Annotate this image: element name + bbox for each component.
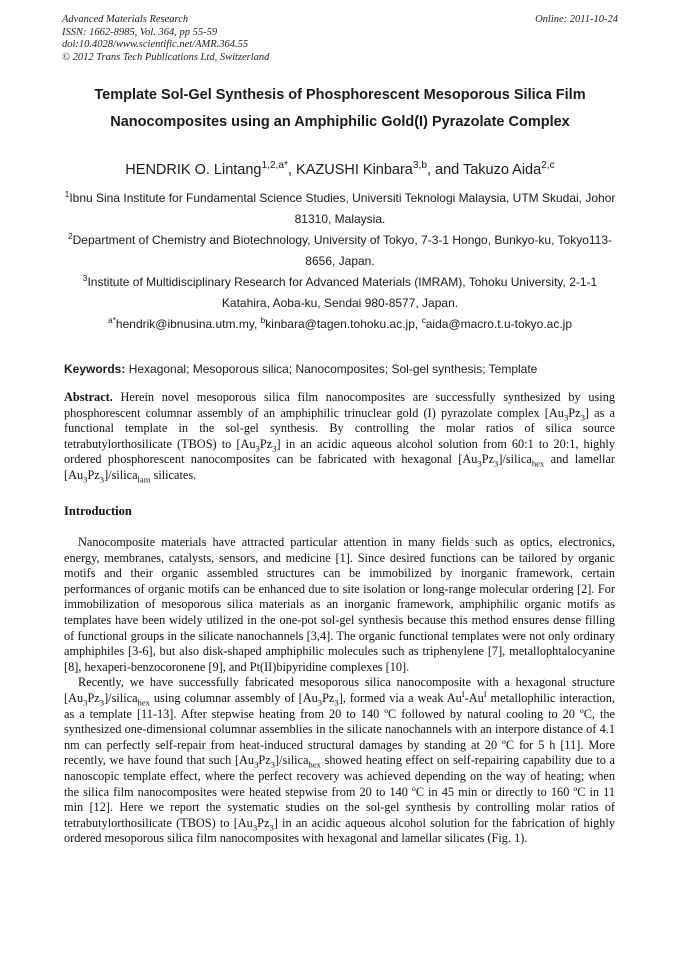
email-addresses: $^{a*}$hendrik@ibnusina.utm.my, $^b$kinbara@tagen.tohoku.ac.jp, $^c$aida@macro.t.u-tokyo.ac.jp [108, 315, 572, 331]
keywords-text: Hexagonal; Mesoporous silica; Nanocomposites; Sol-gel synthesis; Template [125, 362, 538, 376]
section-heading-introduction: Introduction [64, 504, 132, 518]
journal-header [62, 14, 618, 64]
author-list [30, 162, 650, 178]
affiliation-2: $^2$Department of Chemistry and Biotechnology, University of Tokyo, 7-3-1 Hongo, Bunkyo-ku, Tokyo113-8656, Japan. [67, 231, 613, 268]
copyright-line: © 2012 Trans Tech Publications Ltd, Switzerland [62, 51, 270, 63]
intro-paragraph-1: Nanocomposite materials have attracted particular attention in many fields such as optics, electronics, energy, membranes, catalysts, sensors, and medicine [1]. Since desired functions can be tailored by organic motifs and their organic assembled structures can be immobilized by inorganic framework, certain performances of organic motifs can be enhanced due to site isolation or long-range molecular ordering [2]. For immobilization of mesoporous silica materials as an inorganic framework, amphiphilic organic motifs as templates have been widely utilized in the one-pot sol-gel synthesis because this method ensures dense filling of functional groups in the silicate nanochannels [3,4]. The organic functional templates were not only ordinary amphiphiles [3-6], but also disk-shaped amphiphilic molecules such as triphenylene [7], metallophtalocyanine [8], hexaperi-benzocoronene [9], and Pt(II)bipyridine complexes [10]. [64, 535, 615, 674]
author-3: , and Takuzo Aida [426, 162, 542, 178]
abstract: Abstract. Herein novel mesoporous silica film nanocomposites are successfully synthesized by using phosphorescent columnar assembly of an amphiphilic trinuclear gold (I) pyrazolate complex $[Au_3Pz_3]$ as a functional template in the sol-gel synthesis. By controlling the molar ratios of silica source tetrabutylorthosilicate (TBOS) to $[Au_3Pz_3]$ in an acidic aqueous alcohol solution from 60:1 to 20:1, highly ordered phosphorescent nanocomposites can be fabricated with hexagonal $[Au_3Pz_3]/silica_{hex}$ and lamellar $[Au_3Pz_3]/silica_{lam}$ silicates. [64, 390, 616, 485]
doi-line: doi:10.4028/www.scientific.net/AMR.364.55 [62, 39, 249, 50]
title-line-2: Nanocomposites using an Amphiphilic Gold(I) Pyrazolate Complex [110, 114, 570, 130]
title-line-1: Template Sol-Gel Synthesis of Phosphorescent Mesoporous Silica Film [94, 87, 586, 103]
email-link-b[interactable]: kinbara@tagen.tohoku.ac.jp, [265, 317, 422, 331]
keywords [64, 362, 616, 376]
affiliation-1: $^1$Ibnu Sina Institute for Fundamental Science Studies, Universiti Teknologi Malaysia, UTM Skudai, Johor 81310, Malaysia. [64, 189, 616, 226]
paper-title [40, 82, 640, 136]
affiliations [60, 188, 620, 335]
journal-name: Advanced Materials Research [62, 14, 189, 25]
author-2-affil: 3,b [412, 160, 427, 172]
email-link-a[interactable]: hendrik@ibnusina.utm.my, [115, 317, 261, 331]
intro-paragraph-2: Recently, we have successfully fabricated mesoporous silica nanocomposite with a hexagonal structure $[Au_3Pz_3]/silica_{hex}$ using columnar assembly of $[Au_3Pz_3]$, formed via a weak $Au^I-Au^I$ metallophilic interaction, as a template [11-13]. After stepwise heating from 20 to 140 ºC followed by natural cooling to 20 ºC, the synthesized one-dimensional columnar assemblies in the silicate nanochannels with an interpore distance of 4.1 nm can perfectly self-repair from heat-induced structural damages by standing at 20 ºC for 5 h [11]. More recently, we have found that such $[Au_3Pz_3]/silica_{hex}$ showed heating effect on self-repairing capability due to a nanoscopic template effect, where the perfect recovery was achieved depending on the way of heating; when the silica film nanocomposites were heated stepwise from 20 to 140 ºC in 45 min or directly to 160 ºC in 11 min [12]. Here we report the systematic studies on the sol-gel synthesis by controlling molar ratios of tetrabutylorthosilicate (TBOS) to $[Au_3Pz_3]$ in an acidic aqueous alcohol solution for the fabrication of highly ordered mesoporous silica film nanocomposites with hexagonal and lamellar silicates (Fig. 1). [64, 675, 616, 846]
issn-line: ISSN: 1662-8985, Vol. 364, pp 55-59 [62, 26, 218, 38]
introduction-body [64, 535, 615, 847]
author-1: HENDRIK O. Lintang [125, 162, 262, 178]
abstract-label: Abstract. [64, 390, 113, 404]
author-3-affil: 2,c [541, 160, 555, 172]
online-date: Online: 2011-10-24 [535, 14, 618, 25]
email-link-c[interactable]: aida@macro.t.u-tokyo.ac.jp [425, 317, 572, 331]
author-1-affil: 1,2,a* [261, 160, 288, 172]
author-2: , KAZUSHI Kinbara [287, 162, 413, 178]
affiliation-3: $^3$Institute of Multidisciplinary Research for Advanced Materials (IMRAM), Tohoku University, 2-1-1 Katahira, Aoba-ku, Sendai 980-8577, Japan. [82, 273, 598, 310]
keywords-label: Keywords: [64, 362, 126, 376]
